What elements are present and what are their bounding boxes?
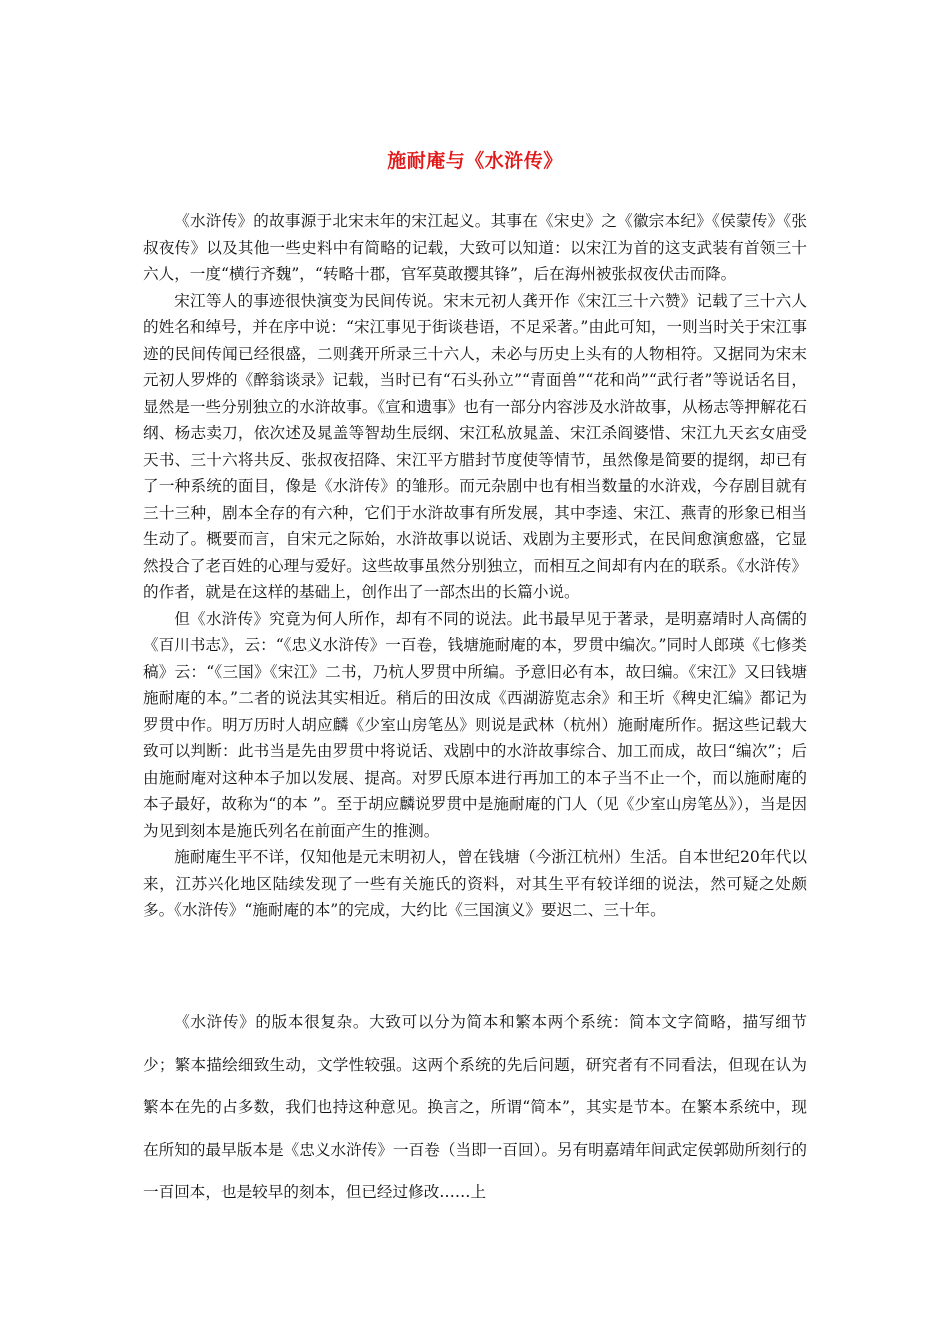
- document-title: 施耐庵与《水浒传》: [387, 150, 563, 172]
- document-body-wide-spacing: [143, 1001, 807, 1214]
- paragraph: 宋江等人的事迹很快演变为民间传说。宋末元初人龚开作《宋江三十六赞》记载了三十六人的姓名和绰号，并在序中说：“宋江事见于街谈巷语，不足采著。”由此可知，一则当时关于宋江事迹的民间传闻已经很盛，二则龚开所录三十六人，未必与历史上头有的人物相符。又据同为宋末元初人罗烨的《醉翁谈录》记载，当时已有“石头孙立”“青面兽”“花和尚”“武行者”等说话名目，显然是一些分别独立的水浒故事。《宣和遗事》也有一部分内容涉及水浒故事，从杨志等押解花石纲、杨志卖刀，依次述及晁盖等智劫生辰纲、宋江私放晁盖、宋江杀阎婆惜、宋江九天玄女庙受天书、三十六将共反、张叔夜招降、宋江平方腊封节度使等情节，虽然像是简要的提纲，却已有了一种系统的面目，像是《水浒传》的雏形。而元杂剧中也有相当数量的水浒戏，今存剧目就有三十三种，剧本全存的有六种，它们于水浒故事有所发展，其中李逵、宋江、燕青的形象已相当生动了。概要而言，自宋元之际始，水浒故事以说话、戏剧为主要形式，在民间愈演愈盛，它显然投合了老百姓的心理与爱好。这些故事虽然分别独立，而相互之间却有内在的联系。《水浒传》的作者，就是在这样的基础上，创作出了一部杰出的长篇小说。: [143, 291, 807, 601]
- paragraph: 《水浒传》的版本很复杂。大致可以分为简本和繁本两个系统：简本文字简略，描写细节少；繁本描绘细致生动，文学性较强。这两个系统的先后问题，研究者有不同看法，但现在认为繁本在先的占多数，我们也持这种意见。换言之，所谓“简本”，其实是节本。在繁本系统中，现在所知的最早版本是《忠义水浒传》一百卷（当即一百回）。另有明嘉靖年间武定侯郭勋所刻行的一百回本，也是较早的刻本，但已经过修改……上: [143, 1013, 807, 1201]
- document-body: [143, 208, 807, 924]
- paragraph: 但《水浒传》究竟为何人所作，却有不同的说法。此书最早见于著录，是明嘉靖时人高儒的《百川书志》，云：“《忠义水浒传》一百卷，钱塘施耐庵的本，罗贯中编次。”同时人郎瑛《七修类稿》云：“《三国》《宋江》二书，乃杭人罗贯中所编。予意旧必有本，故曰编。《宋江》又曰钱塘施耐庵的本。”二者的说法其实相近。稍后的田汝成《西湖游览志余》和王圻《稗史汇编》都记为罗贯中作。明万历时人胡应麟《少室山房笔丛》则说是武林（杭州）施耐庵所作。据这些记载大致可以判断：此书当是先由罗贯中将说话、戏剧中的水浒故事综合、加工而成，故曰“编次”；后由施耐庵对这种本子加以发展、提高。对罗氏原本进行再加工的本子当不止一个，而以施耐庵的本子最好，故称为“的本 ”。至于胡应麟说罗贯中是施耐庵的门人（见《少室山房笔丛》），当是因为见到刻本是施氏列名在前面产生的推测。: [143, 609, 807, 840]
- paragraph: 施耐庵生平不详，仅知他是元末明初人，曾在钱塘（今浙江杭州）生活。自本世纪20年代以来，江苏兴化地区陆续发现了一些有关施氏的资料，对其生平有较详细的说法，然可疑之处颇多。《水浒传》“施耐庵的本”的完成，大约比《三国演义》要迟二、三十年。: [143, 848, 807, 919]
- paragraph: 《水浒传》的故事源于北宋末年的宋江起义。其事在《宋史》之《徽宗本纪》《侯蒙传》《张叔夜传》以及其他一些史料中有简略的记载，大致可以知道：以宋江为首的这支武装有首领三十六人，一度“横行齐魏”，“转略十郡，官军莫敢撄其锋”，后在海州被张叔夜伏击而降。: [143, 212, 807, 283]
